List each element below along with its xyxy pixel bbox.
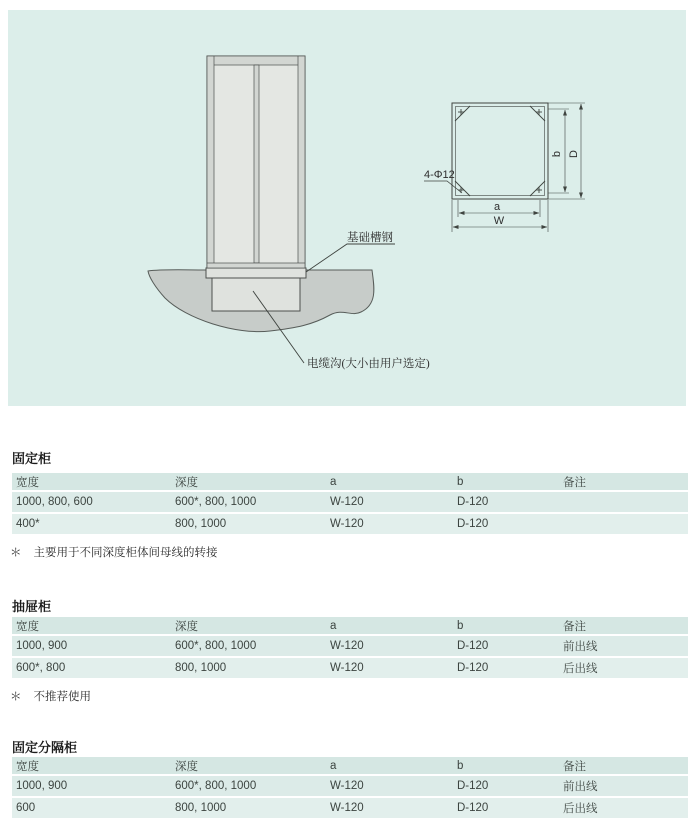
footnote-text: 主要用于不同深度柜体间母线的转接 <box>33 547 218 559</box>
gusset-bottom-right <box>530 181 545 196</box>
cell-b: D-120 <box>457 662 489 674</box>
col-header-depth: 深度 <box>175 760 198 773</box>
cell-depth: 800, 1000 <box>175 662 227 674</box>
cell-remark: 前出线 <box>563 641 598 653</box>
table-fixed-partition-cabinet <box>12 757 688 818</box>
footnote-text: 不推荐使用 <box>33 691 91 703</box>
col-header-remark: 备注 <box>563 620 586 633</box>
top-view-frame <box>452 103 548 199</box>
cell-depth: 800, 1000 <box>175 518 227 530</box>
cell-depth: 600*, 800, 1000 <box>175 640 257 652</box>
holes-label: 4-Φ12 <box>424 169 455 181</box>
section-title-fixed-partition-cabinet: 固定分隔柜 <box>12 740 78 755</box>
section-title-fixed-cabinet: 固定柜 <box>12 451 52 466</box>
col-header-width: 宽度 <box>16 760 39 773</box>
col-header-width: 宽度 <box>16 620 39 633</box>
cell-remark: 后出线 <box>563 663 598 675</box>
cell-a: W-120 <box>330 640 364 652</box>
footnote-marker: ＊ <box>10 691 22 703</box>
cell-depth: 600*, 800, 1000 <box>175 780 257 792</box>
cabinet-center-divider <box>254 65 259 263</box>
cell-depth: 600*, 800, 1000 <box>175 496 257 508</box>
cell-width: 400* <box>16 518 40 530</box>
cabinet-right-stile <box>298 56 305 268</box>
cell-b: D-120 <box>457 640 489 652</box>
cell-depth: 800, 1000 <box>175 802 227 814</box>
dim-d-label: D <box>568 150 580 158</box>
table-row <box>12 776 688 796</box>
cell-width: 1000, 800, 600 <box>16 496 93 508</box>
cell-b: D-120 <box>457 780 489 792</box>
bolt-marks <box>458 109 542 193</box>
cell-b: D-120 <box>457 496 489 508</box>
footnote-fixed-cabinet <box>10 544 218 560</box>
cell-a: W-120 <box>330 780 364 792</box>
table-header-row <box>12 617 688 634</box>
table-row <box>12 514 688 534</box>
installation-diagram <box>8 10 686 406</box>
col-header-b: b <box>457 759 464 772</box>
cable-trench-label: 电缆沟(大小由用户选定) <box>307 358 430 370</box>
table-row <box>12 492 688 512</box>
table-row <box>12 658 688 678</box>
table-drawer-cabinet <box>12 617 688 678</box>
table-header-row <box>12 757 688 774</box>
col-header-a: a <box>330 619 337 632</box>
table-fixed-cabinet <box>12 473 688 534</box>
section-title-drawer-cabinet: 抽屉柜 <box>12 599 52 614</box>
gusset-top-left <box>455 106 470 121</box>
col-header-a: a <box>330 759 337 772</box>
foundation-flange <box>206 268 306 278</box>
dim-w-label: W <box>493 215 505 227</box>
cell-a: W-120 <box>330 518 364 530</box>
dim-a-label: a <box>493 201 501 213</box>
cell-width: 1000, 900 <box>16 640 68 652</box>
foundation-label-leader <box>306 244 395 272</box>
foundation-channel-label: 基础槽钢 <box>347 232 393 244</box>
table-row <box>12 798 688 818</box>
footnote-marker: ＊ <box>10 547 22 559</box>
gusset-top-right <box>530 106 545 121</box>
cabinet-top-rail <box>207 56 305 65</box>
col-header-a: a <box>330 475 337 488</box>
cell-a: W-120 <box>330 662 364 674</box>
col-header-b: b <box>457 619 464 632</box>
dim-b-label: b <box>551 150 563 158</box>
cell-width: 600*, 800 <box>16 662 66 674</box>
col-header-depth: 深度 <box>175 620 198 633</box>
cell-remark: 后出线 <box>563 803 598 815</box>
cell-b: D-120 <box>457 802 489 814</box>
dimension-lines <box>452 103 585 232</box>
footnote-drawer-cabinet <box>10 688 91 704</box>
cell-a: W-120 <box>330 496 364 508</box>
installation-diagram-panel <box>8 10 686 406</box>
table-row <box>12 636 688 656</box>
col-header-depth: 深度 <box>175 476 198 489</box>
cell-width: 600 <box>16 802 36 814</box>
col-header-remark: 备注 <box>563 760 586 773</box>
cell-width: 1000, 900 <box>16 780 68 792</box>
cabinet-front-view <box>207 56 305 268</box>
cell-b: D-120 <box>457 518 489 530</box>
col-header-b: b <box>457 475 464 488</box>
cell-remark: 前出线 <box>563 781 598 793</box>
col-header-width: 宽度 <box>16 476 39 489</box>
table-header-row <box>12 473 688 490</box>
gusset-bottom-left <box>455 181 470 196</box>
col-header-remark: 备注 <box>563 476 586 489</box>
cabinet-bottom-rail <box>207 263 305 268</box>
cabinet-left-stile <box>207 56 214 268</box>
cell-a: W-120 <box>330 802 364 814</box>
